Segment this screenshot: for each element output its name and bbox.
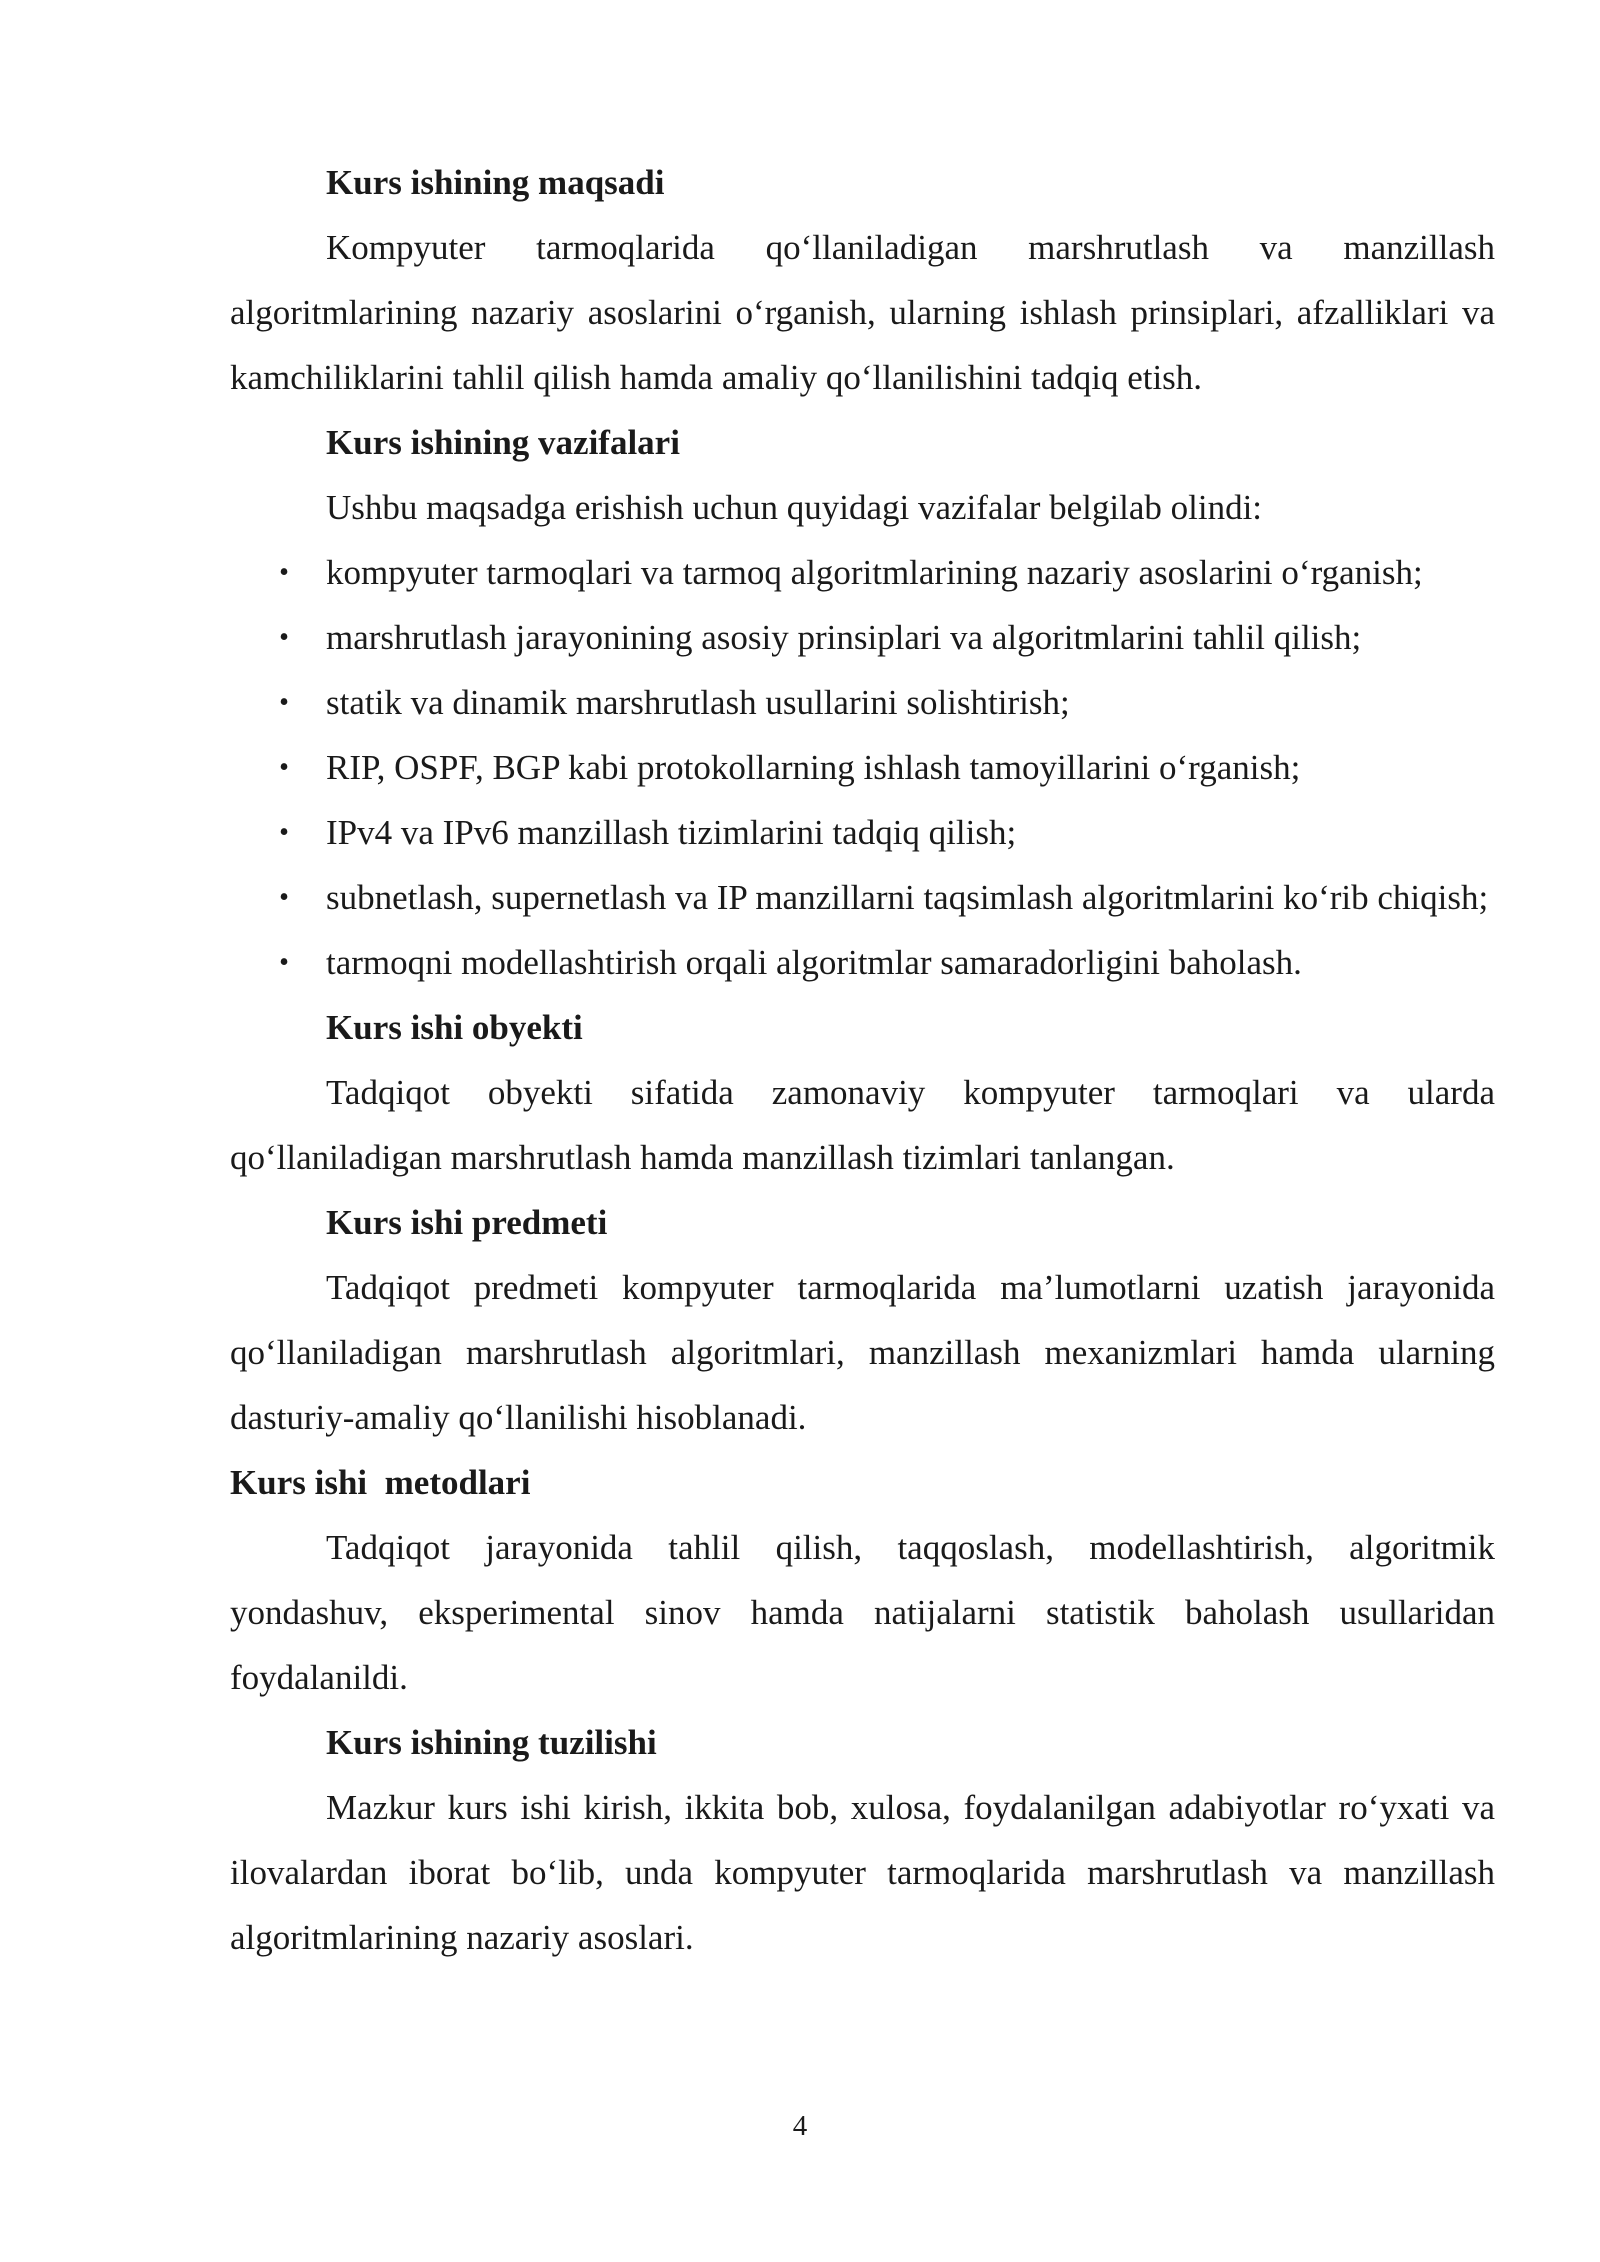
list-item-text: kompyuter tarmoqlari va tarmoq algoritmlarining nazariy asoslarini o‘rganish; xyxy=(326,553,1423,592)
bullet-icon: • xyxy=(279,622,289,653)
bullet-icon: • xyxy=(279,817,289,848)
goal-paragraph: Kompyuter tarmoqlarida qo‘llaniladigan marshrutlash va manzillash algoritmlarining nazariy asoslarini o‘rganish, ularning ishlash prinsiplari, afzalliklari va kamchiliklarini tahlil qilish hamda amaliy qo‘llanilishini tadqiq etish. xyxy=(230,228,1495,397)
bullet-icon: • xyxy=(279,557,289,588)
list-item xyxy=(230,670,1495,735)
tasks-intro: Ushbu maqsadga erishish uchun quyidagi vazifalar belgilab olindi: xyxy=(326,488,1263,527)
list-item xyxy=(230,605,1495,670)
list-item-text: tarmoqni modellashtirish orqali algoritmlar samaradorligini baholash. xyxy=(326,943,1302,982)
list-item-text: subnetlash, supernetlash va IP manzillarni taqsimlash algoritmlarini ko‘rib chiqish; xyxy=(326,878,1489,917)
goal-heading: Kurs ishining maqsadi xyxy=(326,163,665,202)
bullet-icon: • xyxy=(279,882,289,913)
methods-heading: Kurs ishi metodlari xyxy=(230,1463,531,1502)
bullet-icon: • xyxy=(279,947,289,978)
page-number: 4 xyxy=(792,2110,808,2142)
tasks-list xyxy=(230,540,1495,995)
object-paragraph: Tadqiqot obyekti sifatida zamonaviy kompyuter tarmoqlari va ularda qo‘llaniladigan marshrutlash hamda manzillash tizimlari tanlangan. xyxy=(230,1073,1495,1177)
list-item-text: marshrutlash jarayonining asosiy prinsiplari va algoritmlarini tahlil qilish; xyxy=(326,618,1362,657)
list-item xyxy=(230,800,1495,865)
list-item xyxy=(230,735,1495,800)
tasks-heading: Kurs ishining vazifalari xyxy=(326,423,680,462)
list-item-text: statik va dinamik marshrutlash usullarini solishtirish; xyxy=(326,683,1070,722)
methods-paragraph: Tadqiqot jarayonida tahlil qilish, taqqoslash, modellashtirish, algoritmik yondashuv, eksperimental sinov hamda natijalarni statistik baholash usullaridan foydalanildi. xyxy=(230,1528,1495,1697)
document-page xyxy=(230,150,1495,1970)
list-item-text: IPv4 va IPv6 manzillash tizimlarini tadqiq qilish; xyxy=(326,813,1017,852)
subject-paragraph: Tadqiqot predmeti kompyuter tarmoqlarida ma’lumotlarni uzatish jarayonida qo‘llaniladigan marshrutlash algoritmlari, manzillash mexanizmlari hamda ularning dasturiy-amaliy qo‘llanilishi hisoblanadi. xyxy=(230,1268,1495,1437)
bullet-icon: • xyxy=(279,752,289,783)
list-item xyxy=(230,540,1495,605)
list-item xyxy=(230,865,1495,930)
list-item-text: RIP, OSPF, BGP kabi protokollarning ishlash tamoyillarini o‘rganish; xyxy=(326,748,1301,787)
subject-heading: Kurs ishi predmeti xyxy=(326,1203,608,1242)
structure-paragraph: Mazkur kurs ishi kirish, ikkita bob, xulosa, foydalanilgan adabiyotlar ro‘yxati va ilovalardan iborat bo‘lib, unda kompyuter tarmoqlarida marshrutlash va manzillash algoritmlarining nazariy asoslari. xyxy=(230,1788,1495,1957)
bullet-icon: • xyxy=(279,687,289,718)
list-item xyxy=(230,930,1495,995)
object-heading: Kurs ishi obyekti xyxy=(326,1008,583,1047)
structure-heading: Kurs ishining tuzilishi xyxy=(326,1723,657,1762)
